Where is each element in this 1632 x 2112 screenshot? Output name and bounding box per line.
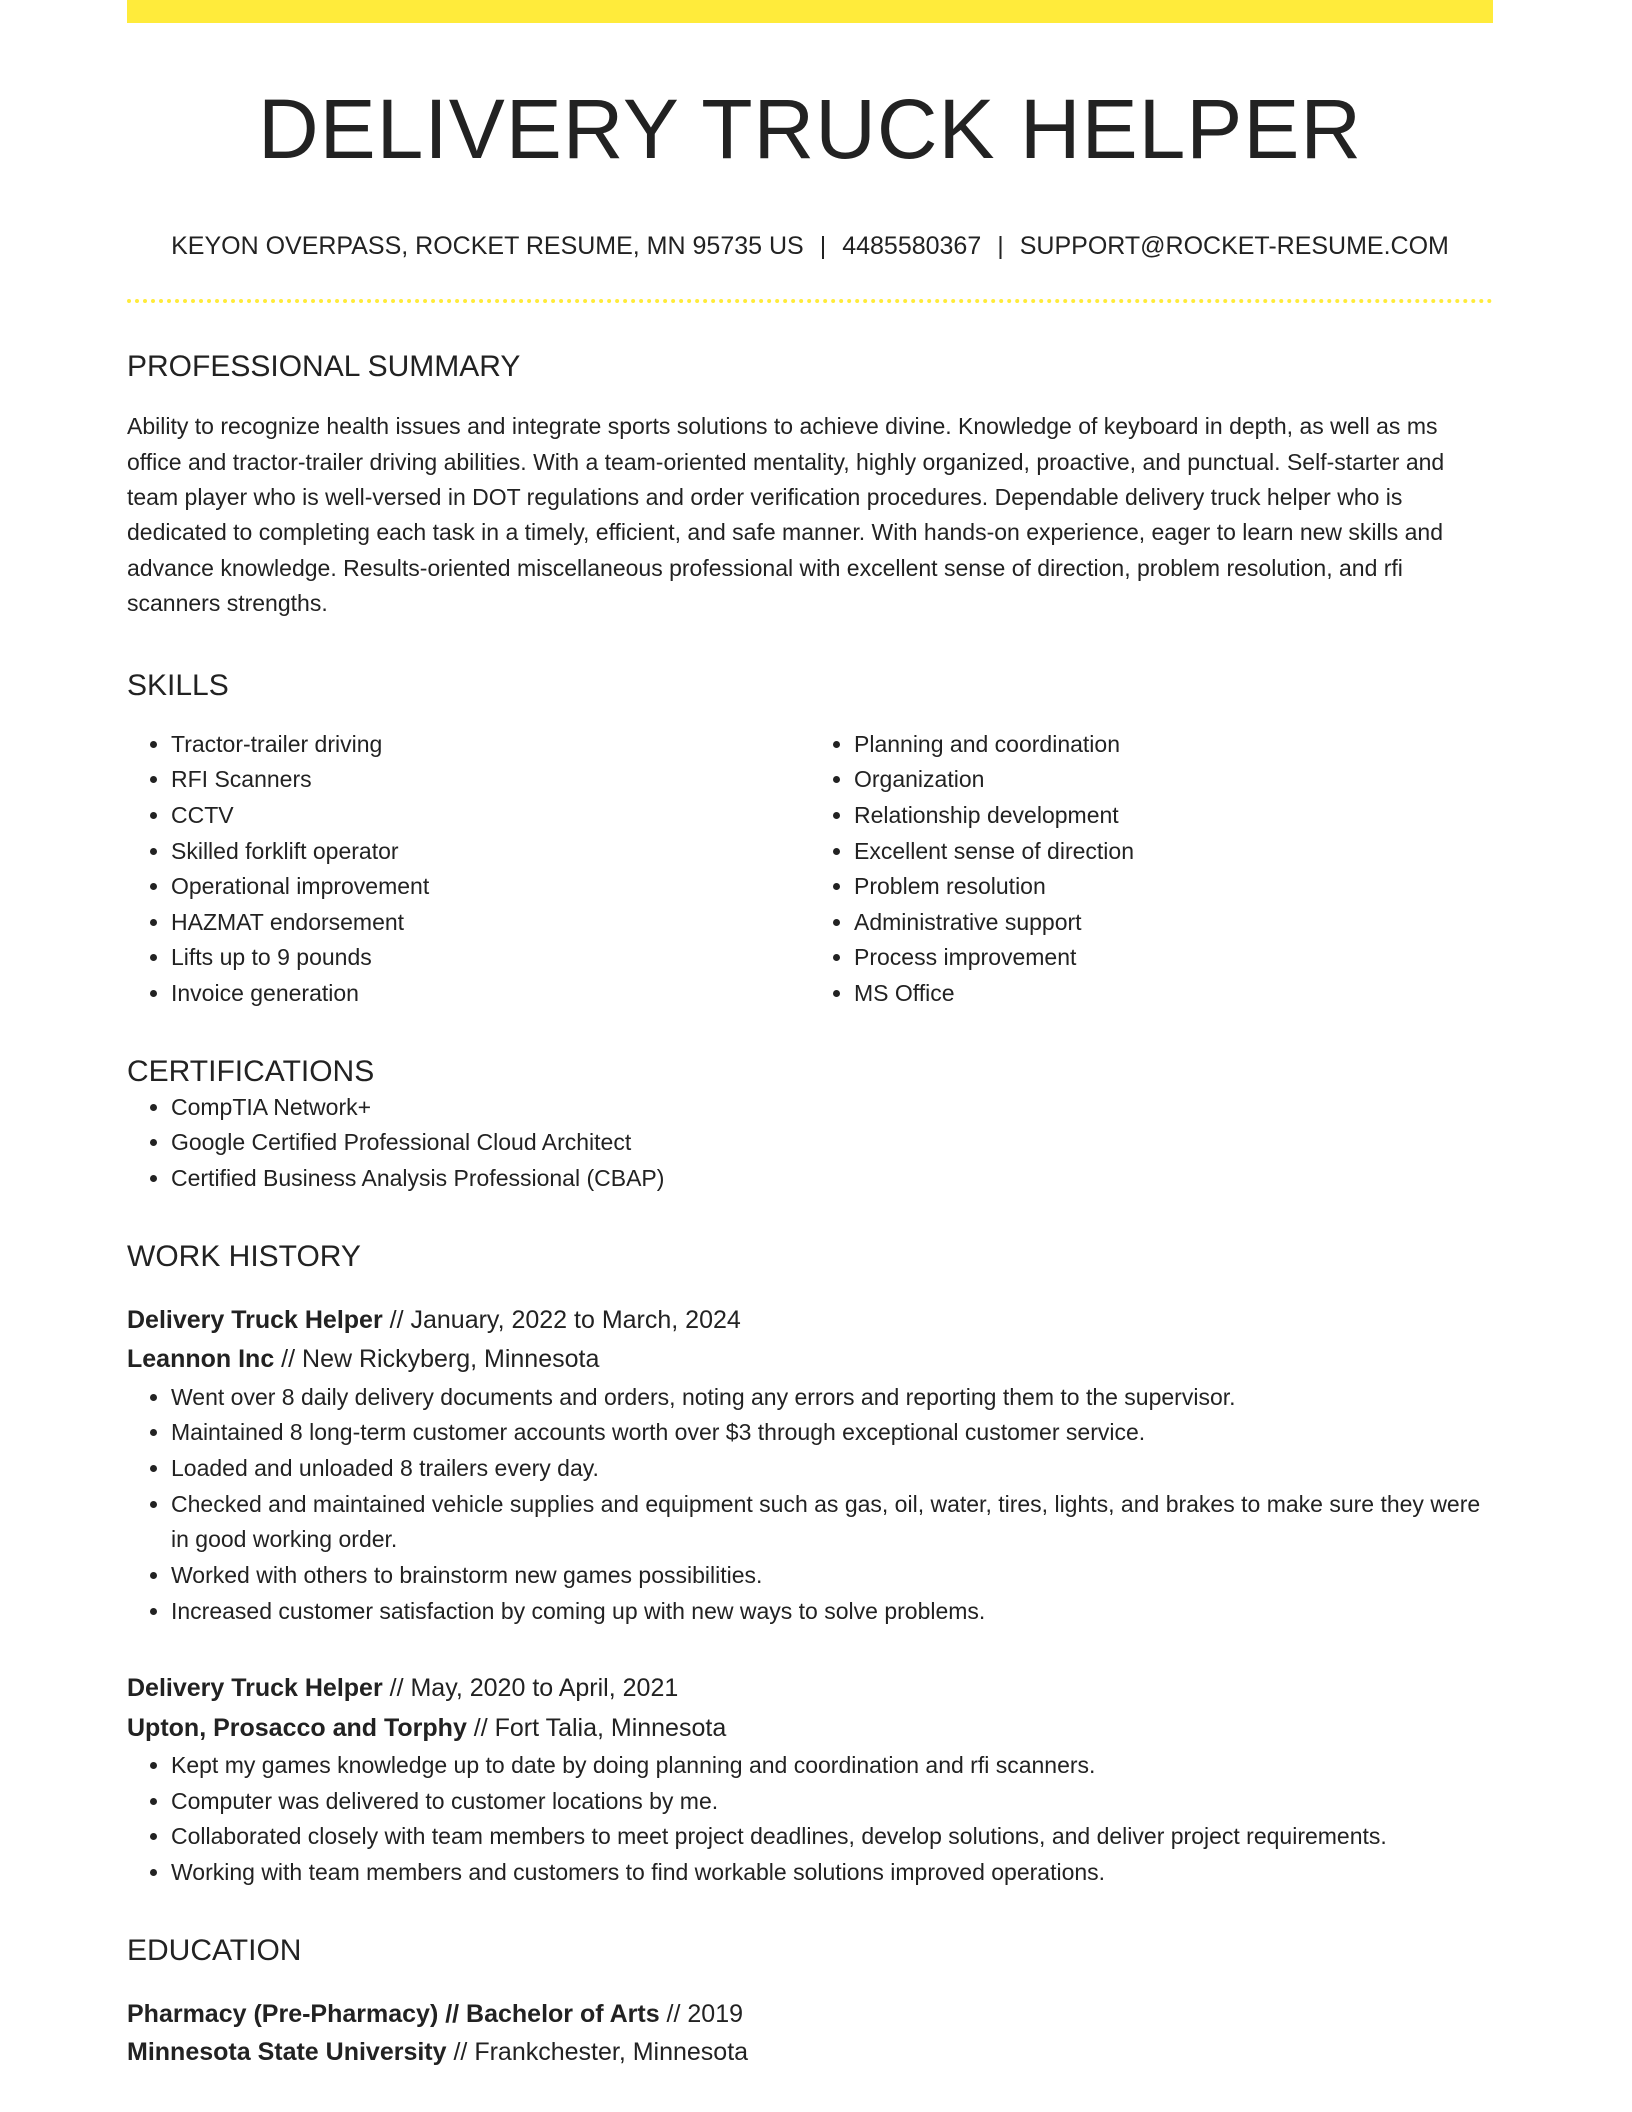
job-header	[127, 1301, 1493, 1380]
job-bullet-list	[127, 1748, 1493, 1891]
skill-item: • RFI Scanners	[171, 762, 810, 798]
job-bullet: • Worked with others to brainstorm new games possibilities.	[171, 1558, 1493, 1594]
certifications-heading: CERTIFICATIONS	[127, 1054, 375, 1088]
certification-item: • CompTIA Network+	[171, 1090, 1493, 1126]
contact-address: KEYON OVERPASS, ROCKET RESUME, MN 95735 US	[171, 232, 804, 261]
job-bullet: • Working with team members and customers to find workable solutions improved operations.	[171, 1855, 1493, 1891]
skill-item: • Organization	[854, 762, 1493, 798]
job-bullet-list	[127, 1380, 1493, 1629]
skill-item: • Excellent sense of direction	[854, 834, 1493, 870]
job-company: Leannon Inc	[127, 1345, 275, 1374]
job-role-line	[127, 1301, 1493, 1341]
job-bullet: • Computer was delivered to customer locations by me.	[171, 1784, 1493, 1820]
contact-phone: 4485580367	[842, 232, 982, 261]
education-degree-line	[127, 1995, 1493, 2034]
resume-title: DELIVERY TRUCK HELPER	[257, 82, 1363, 176]
contact-separator: |	[997, 232, 1004, 261]
contact-separator: |	[819, 232, 827, 261]
job-entry	[127, 1669, 1493, 1891]
skill-item: • Invoice generation	[171, 976, 810, 1012]
job-header	[127, 1669, 1493, 1748]
job-bullet: • Loaded and unloaded 8 trailers every day.	[171, 1451, 1493, 1487]
job-bullet: • Kept my games knowledge up to date by doing planning and coordination and rfi scanners.	[171, 1748, 1493, 1784]
skill-item: • MS Office	[854, 976, 1493, 1012]
skill-item: • Operational improvement	[171, 869, 810, 905]
education-degree: Pharmacy (Pre-Pharmacy) // Bachelor of Arts	[127, 1999, 660, 2028]
education-school: Minnesota State University	[127, 2038, 447, 2067]
dotted-divider	[127, 299, 1493, 303]
job-role: Delivery Truck Helper	[127, 1305, 383, 1334]
job-bullet: • Increased customer satisfaction by coming up with new ways to solve problems.	[171, 1594, 1493, 1630]
job-role: Delivery Truck Helper	[127, 1674, 383, 1703]
skill-item: • Administrative support	[854, 905, 1493, 941]
skill-item: • HAZMAT endorsement	[171, 905, 810, 941]
job-role-line	[127, 1669, 1493, 1709]
contact-line	[127, 231, 1493, 261]
skill-item: • Relationship development	[854, 798, 1493, 834]
job-company: Upton, Prosacco and Torphy	[127, 1713, 467, 1742]
skills-list-right	[810, 727, 1493, 1012]
work-history-heading: WORK HISTORY	[127, 1239, 361, 1273]
certification-item: • Google Certified Professional Cloud Architect	[171, 1125, 1493, 1161]
summary-heading: PROFESSIONAL SUMMARY	[127, 350, 521, 384]
resume-page	[127, 0, 1493, 2072]
job-bullet: • Maintained 8 long-term customer accounts worth over $3 through exceptional customer service.	[171, 1415, 1493, 1451]
certification-item: • Certified Business Analysis Professional (CBAP)	[171, 1161, 1493, 1197]
job-location: // Fort Talia, Minnesota	[466, 1713, 727, 1742]
skill-item: • Process improvement	[854, 940, 1493, 976]
education-entry	[127, 1995, 1493, 2073]
job-bullet: • Collaborated closely with team members to meet project deadlines, develop solutions, and deliver project requirements.	[171, 1819, 1493, 1855]
job-company-line	[127, 1709, 1493, 1749]
skill-item: • Lifts up to 9 pounds	[171, 940, 810, 976]
education-school-line	[127, 2033, 1493, 2072]
summary-text: Ability to recognize health issues and integrate sports solutions to achieve divine. Knowledge of keyboard in depth, as well as ms office and tractor-trailer driving abilities. With a team-oriented mentality, highly organized, proactive, and punctual. Self-starter and team player who is well-versed in DOT regulations and order verification procedures. Dependable delivery truck helper who is dedicated to completing each task in a timely, efficient, and safe manner. With hands-on experience, eager to learn new skills and advance knowledge. Results-oriented miscellaneous professional with excellent sense of direction, problem resolution, and rfi scanners strengths.	[127, 413, 1445, 617]
education-year: // 2019	[659, 1999, 744, 2028]
skills-columns	[127, 727, 1493, 1012]
job-dates: // May, 2020 to April, 2021	[382, 1674, 679, 1703]
job-dates: // January, 2022 to March, 2024	[382, 1305, 741, 1334]
contact-email: SUPPORT@ROCKET-RESUME.COM	[1019, 232, 1449, 261]
job-entry	[127, 1301, 1493, 1629]
skill-item: • Planning and coordination	[854, 727, 1493, 763]
job-bullet: • Went over 8 daily delivery documents and orders, noting any errors and reporting them to the supervisor.	[171, 1380, 1493, 1416]
skill-item: • Problem resolution	[854, 869, 1493, 905]
education-location: // Frankchester, Minnesota	[446, 2038, 749, 2067]
certifications-list	[127, 1090, 1493, 1197]
skill-item: • CCTV	[171, 798, 810, 834]
skills-list-left	[127, 727, 810, 1012]
job-location: // New Rickyberg, Minnesota	[274, 1345, 600, 1374]
skills-heading: SKILLS	[127, 668, 229, 702]
job-company-line	[127, 1340, 1493, 1380]
skill-item: • Skilled forklift operator	[171, 834, 810, 870]
top-accent-bar	[127, 0, 1493, 23]
education-heading: EDUCATION	[127, 1933, 302, 1967]
job-bullet: • Checked and maintained vehicle supplies and equipment such as gas, oil, water, tires, lights, and brakes to make sure they were in good working order.	[171, 1487, 1493, 1558]
skill-item: • Tractor-trailer driving	[171, 727, 810, 763]
